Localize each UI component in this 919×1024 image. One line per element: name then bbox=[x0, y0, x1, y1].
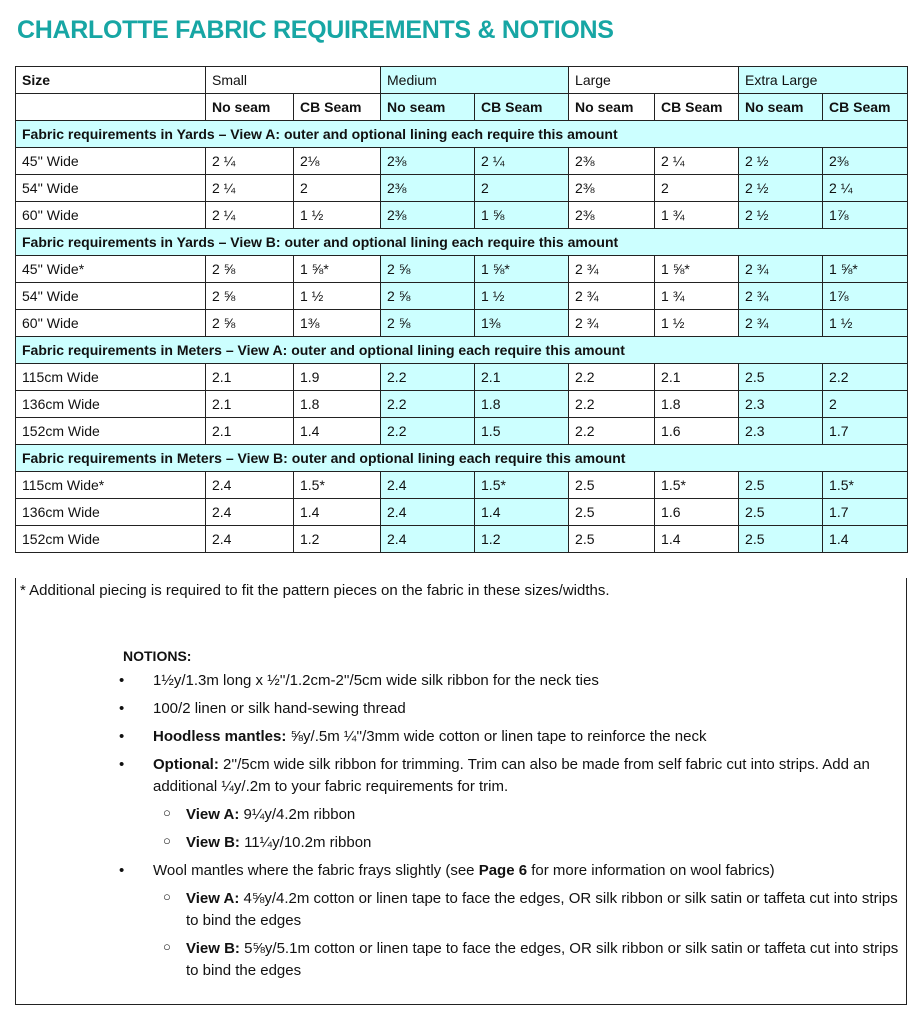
section-header-row bbox=[16, 229, 908, 256]
table-cell: 1.7 bbox=[823, 499, 908, 526]
table-cell: 2.2 bbox=[569, 391, 655, 418]
notion-text: 9¼y/4.2m ribbon bbox=[239, 806, 356, 823]
table-cell: 2.5 bbox=[569, 472, 655, 499]
table-cell: 1.4 bbox=[475, 499, 569, 526]
table-cell: 1.4 bbox=[294, 418, 381, 445]
table-cell: 2 ¾ bbox=[739, 310, 823, 337]
table-cell: 2.5 bbox=[739, 526, 823, 553]
table-cell: 2.2 bbox=[569, 418, 655, 445]
table-cell: Fabric requirements in Yards – View A: outer and optional lining each require this amount bbox=[16, 121, 908, 148]
table-cell: 60'' Wide bbox=[16, 310, 206, 337]
table-cell: 2.3 bbox=[739, 418, 823, 445]
table-cell: 2⅜ bbox=[381, 202, 475, 229]
table-cell: 2 ⅝ bbox=[206, 283, 294, 310]
table-cell: 136cm Wide bbox=[16, 391, 206, 418]
table-cell: 1 ⅝* bbox=[823, 256, 908, 283]
bullet-icon: • bbox=[119, 862, 125, 879]
table-cell: 1.5* bbox=[823, 472, 908, 499]
table-cell: 2 ⅝ bbox=[381, 310, 475, 337]
table-cell: 2.5 bbox=[569, 499, 655, 526]
notion-item bbox=[119, 698, 906, 720]
table-cell: 1.9 bbox=[294, 364, 381, 391]
table-cell: Fabric requirements in Yards – View B: outer and optional lining each require this amount bbox=[16, 229, 908, 256]
table-cell: 2.4 bbox=[381, 526, 475, 553]
table-cell: 1 ½ bbox=[823, 310, 908, 337]
table-cell: 1.5* bbox=[655, 472, 739, 499]
table-cell bbox=[16, 94, 206, 121]
table-cell: 2 bbox=[655, 175, 739, 202]
table-cell: 1.2 bbox=[475, 526, 569, 553]
table-cell: 2.4 bbox=[206, 499, 294, 526]
table-cell: 2⅜ bbox=[381, 148, 475, 175]
notion-label: Optional: bbox=[153, 756, 219, 773]
table-cell: 2 ¼ bbox=[475, 148, 569, 175]
table-cell: 2 ⅝ bbox=[381, 283, 475, 310]
table-cell: 1.2 bbox=[294, 526, 381, 553]
bullet-icon: • bbox=[119, 672, 125, 689]
table-cell: 1.8 bbox=[475, 391, 569, 418]
table-cell: 2 ½ bbox=[739, 202, 823, 229]
table-row bbox=[16, 202, 908, 229]
table-cell: 2 ¾ bbox=[569, 283, 655, 310]
notion-text: 1½y/1.3m long x ½''/1.2cm-2''/5cm wide silk ribbon for the neck ties bbox=[153, 672, 599, 689]
table-cell: 2⅛ bbox=[294, 148, 381, 175]
table-row bbox=[16, 148, 908, 175]
table-cell: 2 ¼ bbox=[206, 175, 294, 202]
section-header-row bbox=[16, 337, 908, 364]
table-cell: 2.5 bbox=[739, 472, 823, 499]
table-row bbox=[16, 526, 908, 553]
table-cell: 1.5* bbox=[294, 472, 381, 499]
table-cell: 54'' Wide bbox=[16, 175, 206, 202]
table-row bbox=[16, 283, 908, 310]
table-cell: 2.5 bbox=[569, 526, 655, 553]
table-row bbox=[16, 175, 908, 202]
circle-bullet-icon: ○ bbox=[163, 833, 171, 848]
subheader-row bbox=[16, 94, 908, 121]
circle-bullet-icon: ○ bbox=[163, 939, 171, 954]
table-cell: 1.4 bbox=[655, 526, 739, 553]
table-cell: 2⅜ bbox=[569, 202, 655, 229]
notions-heading: NOTIONS: bbox=[123, 648, 192, 664]
table-cell: 1⅞ bbox=[823, 283, 908, 310]
table-cell: No seam bbox=[569, 94, 655, 121]
notion-text: 11¼y/10.2m ribbon bbox=[239, 834, 372, 851]
table-cell: 2.5 bbox=[739, 364, 823, 391]
table-cell: 2⅜ bbox=[823, 148, 908, 175]
table-cell: 1.7 bbox=[823, 418, 908, 445]
table-cell: 1⅞ bbox=[823, 202, 908, 229]
circle-bullet-icon: ○ bbox=[163, 889, 171, 904]
table-cell: Extra Large bbox=[739, 67, 908, 94]
table-cell: 2 ⅝ bbox=[206, 256, 294, 283]
table-cell: 1 ½ bbox=[655, 310, 739, 337]
table-cell: 2 ¼ bbox=[823, 175, 908, 202]
table-cell: 2⅜ bbox=[569, 148, 655, 175]
table-row bbox=[16, 391, 908, 418]
table-cell: 115cm Wide bbox=[16, 364, 206, 391]
notion-label: View A: bbox=[186, 890, 240, 907]
section-header-row bbox=[16, 121, 908, 148]
table-cell: No seam bbox=[206, 94, 294, 121]
notes-box bbox=[15, 578, 907, 1005]
table-cell: 1.6 bbox=[655, 499, 739, 526]
table-cell: 2 ¼ bbox=[655, 148, 739, 175]
table-cell: 2.1 bbox=[655, 364, 739, 391]
notion-text: ⅝y/.5m ¼''/3mm wide cotton or linen tape to reinforce the neck bbox=[286, 728, 707, 745]
notion-label: View B: bbox=[186, 940, 240, 957]
notion-text: 100/2 linen or silk hand-sewing thread bbox=[153, 700, 406, 717]
table-cell: 1 ½ bbox=[294, 283, 381, 310]
table-cell: 54'' Wide bbox=[16, 283, 206, 310]
table-cell: 2.4 bbox=[381, 472, 475, 499]
table-cell: Medium bbox=[381, 67, 569, 94]
table-cell: 1 ⅝ bbox=[475, 202, 569, 229]
table-row bbox=[16, 364, 908, 391]
table-cell: 2 ½ bbox=[739, 175, 823, 202]
table-cell: Fabric requirements in Meters – View B: outer and optional lining each require this amount bbox=[16, 445, 908, 472]
table-cell: 2 ¾ bbox=[739, 283, 823, 310]
table-cell: 1.6 bbox=[655, 418, 739, 445]
table-cell: 2.1 bbox=[206, 418, 294, 445]
table-cell: 1⅜ bbox=[475, 310, 569, 337]
table-row bbox=[16, 472, 908, 499]
notion-text: 5⅝y/5.1m cotton or linen tape to face the edges, OR silk ribbon or silk satin or taffeta cut into strips to bind the edges bbox=[186, 940, 899, 979]
bullet-icon: • bbox=[119, 700, 125, 717]
table-cell: 2 ¾ bbox=[739, 256, 823, 283]
table-cell: 1 ⅝* bbox=[655, 256, 739, 283]
notion-label: View A: bbox=[186, 806, 240, 823]
notion-text: for more information on wool fabrics) bbox=[527, 862, 775, 879]
table-cell: 2.4 bbox=[206, 526, 294, 553]
table-cell: 1 ⅝* bbox=[294, 256, 381, 283]
notion-item bbox=[123, 832, 906, 854]
table-cell: Size bbox=[16, 67, 206, 94]
table-cell: 152cm Wide bbox=[16, 526, 206, 553]
table-cell: 2 bbox=[475, 175, 569, 202]
table-row bbox=[16, 418, 908, 445]
table-cell: 1⅜ bbox=[294, 310, 381, 337]
circle-bullet-icon: ○ bbox=[163, 805, 171, 820]
table-cell: 1.8 bbox=[294, 391, 381, 418]
notion-label: View B: bbox=[186, 834, 240, 851]
table-cell: 2.2 bbox=[823, 364, 908, 391]
table-cell: 2.1 bbox=[206, 364, 294, 391]
fabric-requirements-table bbox=[15, 66, 908, 553]
table-cell: CB Seam bbox=[655, 94, 739, 121]
table-cell: CB Seam bbox=[475, 94, 569, 121]
notion-label: Page 6 bbox=[478, 862, 528, 879]
notion-item bbox=[119, 726, 906, 748]
table-cell: 1 ½ bbox=[294, 202, 381, 229]
table-cell: CB Seam bbox=[823, 94, 908, 121]
notion-text: 2''/5cm wide silk ribbon for trimming. Trim can also be made from self fabric cut into strips. Add an additional ¼y/.2m to your fabric requirements for trim. bbox=[153, 756, 870, 795]
table-cell: 1.4 bbox=[294, 499, 381, 526]
table-cell: 1 ½ bbox=[475, 283, 569, 310]
table-row bbox=[16, 499, 908, 526]
section-header-row bbox=[16, 445, 908, 472]
table-cell: 45'' Wide* bbox=[16, 256, 206, 283]
table-cell: 1.5* bbox=[475, 472, 569, 499]
table-cell: 2 ⅝ bbox=[206, 310, 294, 337]
table-cell: 2 ¾ bbox=[569, 310, 655, 337]
table-cell: 2.2 bbox=[381, 418, 475, 445]
table-cell: 2 ¼ bbox=[206, 148, 294, 175]
notion-item bbox=[119, 754, 906, 798]
bullet-icon: • bbox=[119, 756, 125, 773]
table-cell: 2 ½ bbox=[739, 148, 823, 175]
footnote: * Additional piecing is required to fit the pattern pieces on the fabric in these sizes/widths. bbox=[20, 582, 610, 599]
table-cell: 2 ¼ bbox=[206, 202, 294, 229]
notion-text: 4⅝y/4.2m cotton or linen tape to face the edges, OR silk ribbon or silk satin or taffeta cut into strips to bind the edges bbox=[186, 890, 898, 929]
table-cell: 2 ⅝ bbox=[381, 256, 475, 283]
table-cell: Small bbox=[206, 67, 381, 94]
table-cell: 136cm Wide bbox=[16, 499, 206, 526]
table-cell: 1.4 bbox=[823, 526, 908, 553]
page-title: CHARLOTTE FABRIC REQUIREMENTS & NOTIONS bbox=[17, 16, 614, 44]
notion-item bbox=[119, 670, 906, 692]
table-cell: 1.8 bbox=[655, 391, 739, 418]
table-cell: No seam bbox=[739, 94, 823, 121]
table-cell: 2.3 bbox=[739, 391, 823, 418]
table-cell: Large bbox=[569, 67, 739, 94]
table-cell: 2.1 bbox=[475, 364, 569, 391]
table-cell: Fabric requirements in Meters – View A: outer and optional lining each require this amount bbox=[16, 337, 908, 364]
table-cell: 2.2 bbox=[381, 391, 475, 418]
notions-section bbox=[119, 648, 906, 988]
table-cell: 2.4 bbox=[206, 472, 294, 499]
table-cell: 152cm Wide bbox=[16, 418, 206, 445]
table-cell: 1 ¾ bbox=[655, 202, 739, 229]
table-cell: 1 ⅝* bbox=[475, 256, 569, 283]
table-cell: 2.4 bbox=[381, 499, 475, 526]
table-cell: 2 bbox=[294, 175, 381, 202]
table-cell: No seam bbox=[381, 94, 475, 121]
table-cell: 2.2 bbox=[569, 364, 655, 391]
table-cell: 2⅜ bbox=[381, 175, 475, 202]
notion-item bbox=[123, 888, 906, 932]
notion-item bbox=[123, 938, 906, 982]
table-cell: CB Seam bbox=[294, 94, 381, 121]
notion-item bbox=[123, 804, 906, 826]
table-cell: 2 ¾ bbox=[569, 256, 655, 283]
table-row bbox=[16, 310, 908, 337]
table-cell: 60'' Wide bbox=[16, 202, 206, 229]
table-cell: 1 ¾ bbox=[655, 283, 739, 310]
size-header-row bbox=[16, 67, 908, 94]
table-row bbox=[16, 256, 908, 283]
notion-label: Hoodless mantles: bbox=[153, 728, 287, 745]
table-cell: 1.5 bbox=[475, 418, 569, 445]
table-cell: 2.1 bbox=[206, 391, 294, 418]
table-cell: 115cm Wide* bbox=[16, 472, 206, 499]
table-cell: 2.5 bbox=[739, 499, 823, 526]
notion-text: Wool mantles where the fabric frays slightly (see bbox=[153, 862, 479, 879]
bullet-icon: • bbox=[119, 728, 125, 745]
table-cell: 2 bbox=[823, 391, 908, 418]
table-cell: 45'' Wide bbox=[16, 148, 206, 175]
table-cell: 2.2 bbox=[381, 364, 475, 391]
notion-item bbox=[119, 860, 906, 882]
table-cell: 2⅜ bbox=[569, 175, 655, 202]
